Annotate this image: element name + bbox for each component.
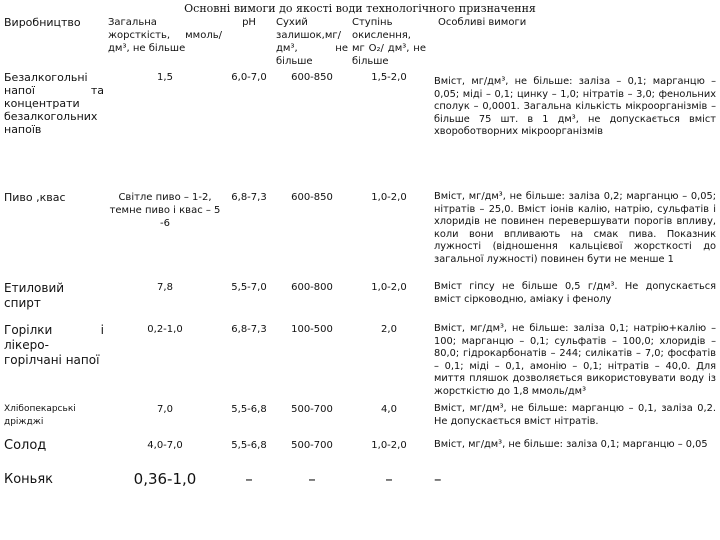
cell-dry-residue: – [308,470,316,488]
cell-oxidation: – [385,470,393,488]
cell-hardness: 7,8 [157,282,173,293]
header-dry-residue: Сухий залишок,мг/ дм³, не більше [276,17,348,67]
cell-oxidation: 1,0-2,0 [371,440,407,451]
cell-production: Пиво ,квас [4,191,66,204]
cell-hardness: 0,36-1,0 [133,470,197,488]
cell-oxidation: 1,0-2,0 [371,282,407,293]
cell-production: Коньяк [4,472,54,487]
header-production: Виробництво [4,16,81,29]
cell-special: Вміст, мг/дм³, не більше: заліза – 0,1; марганцю – 0,05; міді – 0,1; цинку – 1,0; нітратів – 3,0; фенольних сполук – 0,0001. Загальна кількість мікроорганізмів – більше 75 шт. в 1 дм³, не допускається вміст хвороботворних мікроорганізмів [434,76,716,138]
cell-dry-residue: 600-800 [291,282,333,293]
cell-hardness: 0,2-1,0 [147,324,183,335]
cell-special: Вміст, мг/дм³, не більше: заліза 0,2; марганцю – 0,05; нітратів – 25,0. Вміст іонів калію, натрію, сульфатів і хлоридів не повинен перевершувати порогів впливу, коли вони впливають на смак пива. Показник лужності (відношення кальцієвої жорсткості до загальної лужності) повинен бути не менше 1 [434,191,716,265]
cell-production: Безалкогольні напої та концентрати безалкогольних напоїв [4,71,104,136]
cell-special: Вміст гіпсу не більше 0,5 г/дм³. Не допускається вміст сірководню, аміаку і фенолу [434,281,716,305]
cell-ph: 6,8-7,3 [231,192,267,203]
cell-production: Горілки і лікеро-горілчані напої [4,323,104,367]
cell-hardness: 4,0-7,0 [147,440,183,451]
cell-ph: 5,5-6,8 [231,404,267,415]
cell-ph: 5,5-7,0 [231,282,267,293]
cell-oxidation: 4,0 [381,404,397,415]
page-title: Основні вимоги до якості води технологічного призначення [184,2,536,15]
table-row [2,438,718,472]
cell-dry-residue: 100-500 [291,324,333,335]
cell-hardness: 7,0 [157,404,173,415]
header-oxidation: Ступінь окислення, мг О₂/ дм³, не більше [352,17,426,67]
cell-ph: 6,0-7,0 [231,72,267,83]
table-row [2,322,718,402]
table-row [2,472,718,512]
cell-dry-residue: 500-700 [291,440,333,451]
cell-hardness: Світле пиво – 1-2, темне пиво і квас – 5 -6 [109,192,221,229]
cell-special: Вміст, мг/дм³, не більше: марганцю – 0,1, заліза 0,2. Не допускається вміст нітратів. [434,403,716,427]
water-requirements-table [2,14,718,512]
cell-dry-residue: 600-850 [291,192,333,203]
cell-hardness: 1,5 [157,72,173,83]
cell-special: – [434,470,442,488]
table-row [2,402,718,438]
cell-special: Вміст, мг/дм³, не більше: заліза 0,1; натрію+калію – 100; марганцю – 0,1; сульфатів – 100,0; хлоридів – 80,0; гідрокарбонатів – 244; силікатів – 7,0; фосфатів – 0,1; міді – 0,1, амонію – 0,1; нітратів – 40,0. Для миття пляшок дозволяється використовувати воду із жорсткістю до 1,8 ммоль/дм³ [434,323,716,397]
cell-production: Хлібопекарські дріжджі [4,404,76,427]
cell-special: Вміст, мг/дм³, не більше: заліза 0,1; марганцю – 0,05 [434,439,708,450]
header-special: Особливі вимоги [438,17,527,28]
cell-production: Солод [4,438,47,453]
header-hardness: Загальна жорсткість, ммоль/дм³, не більше [108,17,222,54]
cell-dry-residue: 600-850 [291,72,333,83]
table-row [2,280,718,322]
cell-oxidation: 1,0-2,0 [371,192,407,203]
header-ph: pH [242,17,256,28]
cell-oxidation: 2,0 [381,324,397,335]
table-header-row [2,14,718,70]
cell-ph: 6,8-7,3 [231,324,267,335]
table-row [2,190,718,280]
cell-dry-residue: 500-700 [291,404,333,415]
cell-production: Етиловий спирт [4,281,65,310]
cell-oxidation: 1,5-2,0 [371,72,407,83]
cell-ph: 5,5-6,8 [231,440,267,451]
table-row [2,70,718,190]
cell-ph: – [245,470,253,488]
